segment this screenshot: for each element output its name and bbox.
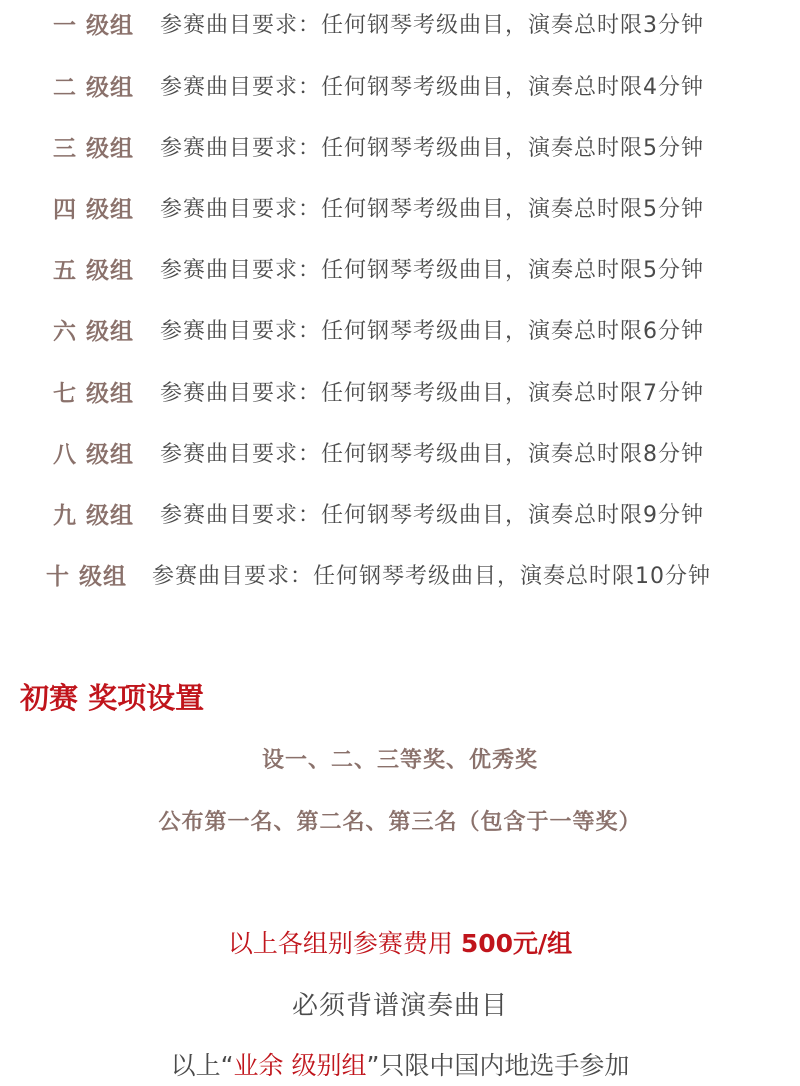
entry-fee-line — [0, 922, 800, 966]
eligibility-note — [0, 1046, 800, 1086]
grade-row — [0, 435, 800, 475]
memorize-note: 必须背谱演奏曲目 — [291, 991, 508, 1021]
grade-name: 二 级组 — [53, 75, 135, 101]
eligibility-note-part1: 以上“ — [170, 1051, 234, 1080]
grade-requirement: 参赛曲目要求：任何钢琴考级曲目，演奏总时限5分钟 — [160, 197, 704, 222]
grade-row — [0, 190, 800, 230]
grade-row — [0, 312, 800, 352]
awards-section-title: 初赛 奖项设置 — [20, 681, 205, 715]
grade-requirement: 参赛曲目要求：任何钢琴考级曲目，演奏总时限6分钟 — [160, 319, 704, 344]
grade-name: 六 级组 — [53, 319, 135, 345]
grade-requirement: 参赛曲目要求：任何钢琴考级曲目，演奏总时限8分钟 — [160, 442, 704, 467]
entry-fee-prefix: 以上各组别参赛费用 — [227, 929, 461, 958]
grade-name: 九 级组 — [53, 503, 135, 529]
grade-row — [0, 129, 800, 169]
awards-line-1: 设一、二、三等奖、优秀奖 — [261, 748, 538, 773]
grade-row — [0, 374, 800, 414]
grade-name: 四 级组 — [53, 197, 135, 223]
grade-requirement: 参赛曲目要求：任何钢琴考级曲目，演奏总时限7分钟 — [160, 381, 704, 406]
grade-name: 一 级组 — [53, 13, 135, 39]
grade-row — [0, 68, 800, 108]
grade-name: 八 级组 — [53, 442, 135, 468]
grade-row — [0, 251, 800, 291]
grade-requirement: 参赛曲目要求：任何钢琴考级曲目，演奏总时限5分钟 — [160, 136, 704, 161]
grade-row — [0, 557, 800, 597]
grade-requirement: 参赛曲目要求：任何钢琴考级曲目，演奏总时限9分钟 — [160, 503, 704, 528]
entry-fee-amount: 500元/组 — [460, 929, 573, 958]
grade-requirement: 参赛曲目要求：任何钢琴考级曲目，演奏总时限5分钟 — [160, 258, 704, 283]
grade-requirement: 参赛曲目要求：任何钢琴考级曲目，演奏总时限10分钟 — [152, 564, 711, 589]
eligibility-note-part2: ”只限中国内地选手参加 — [366, 1051, 630, 1080]
eligibility-note-highlight: 业余 级别组 — [233, 1051, 367, 1080]
grade-requirement: 参赛曲目要求：任何钢琴考级曲目，演奏总时限4分钟 — [160, 75, 704, 100]
grade-name: 五 级组 — [53, 258, 135, 284]
grade-name: 三 级组 — [53, 136, 135, 162]
grade-name: 七 级组 — [53, 381, 135, 407]
grade-row — [0, 6, 800, 46]
awards-line-2: 公布第一名、第二名、第三名（包含于一等奖） — [158, 810, 642, 835]
grade-row — [0, 496, 800, 536]
grade-requirement: 参赛曲目要求：任何钢琴考级曲目，演奏总时限3分钟 — [160, 13, 704, 38]
grade-name: 十 级组 — [46, 564, 128, 590]
